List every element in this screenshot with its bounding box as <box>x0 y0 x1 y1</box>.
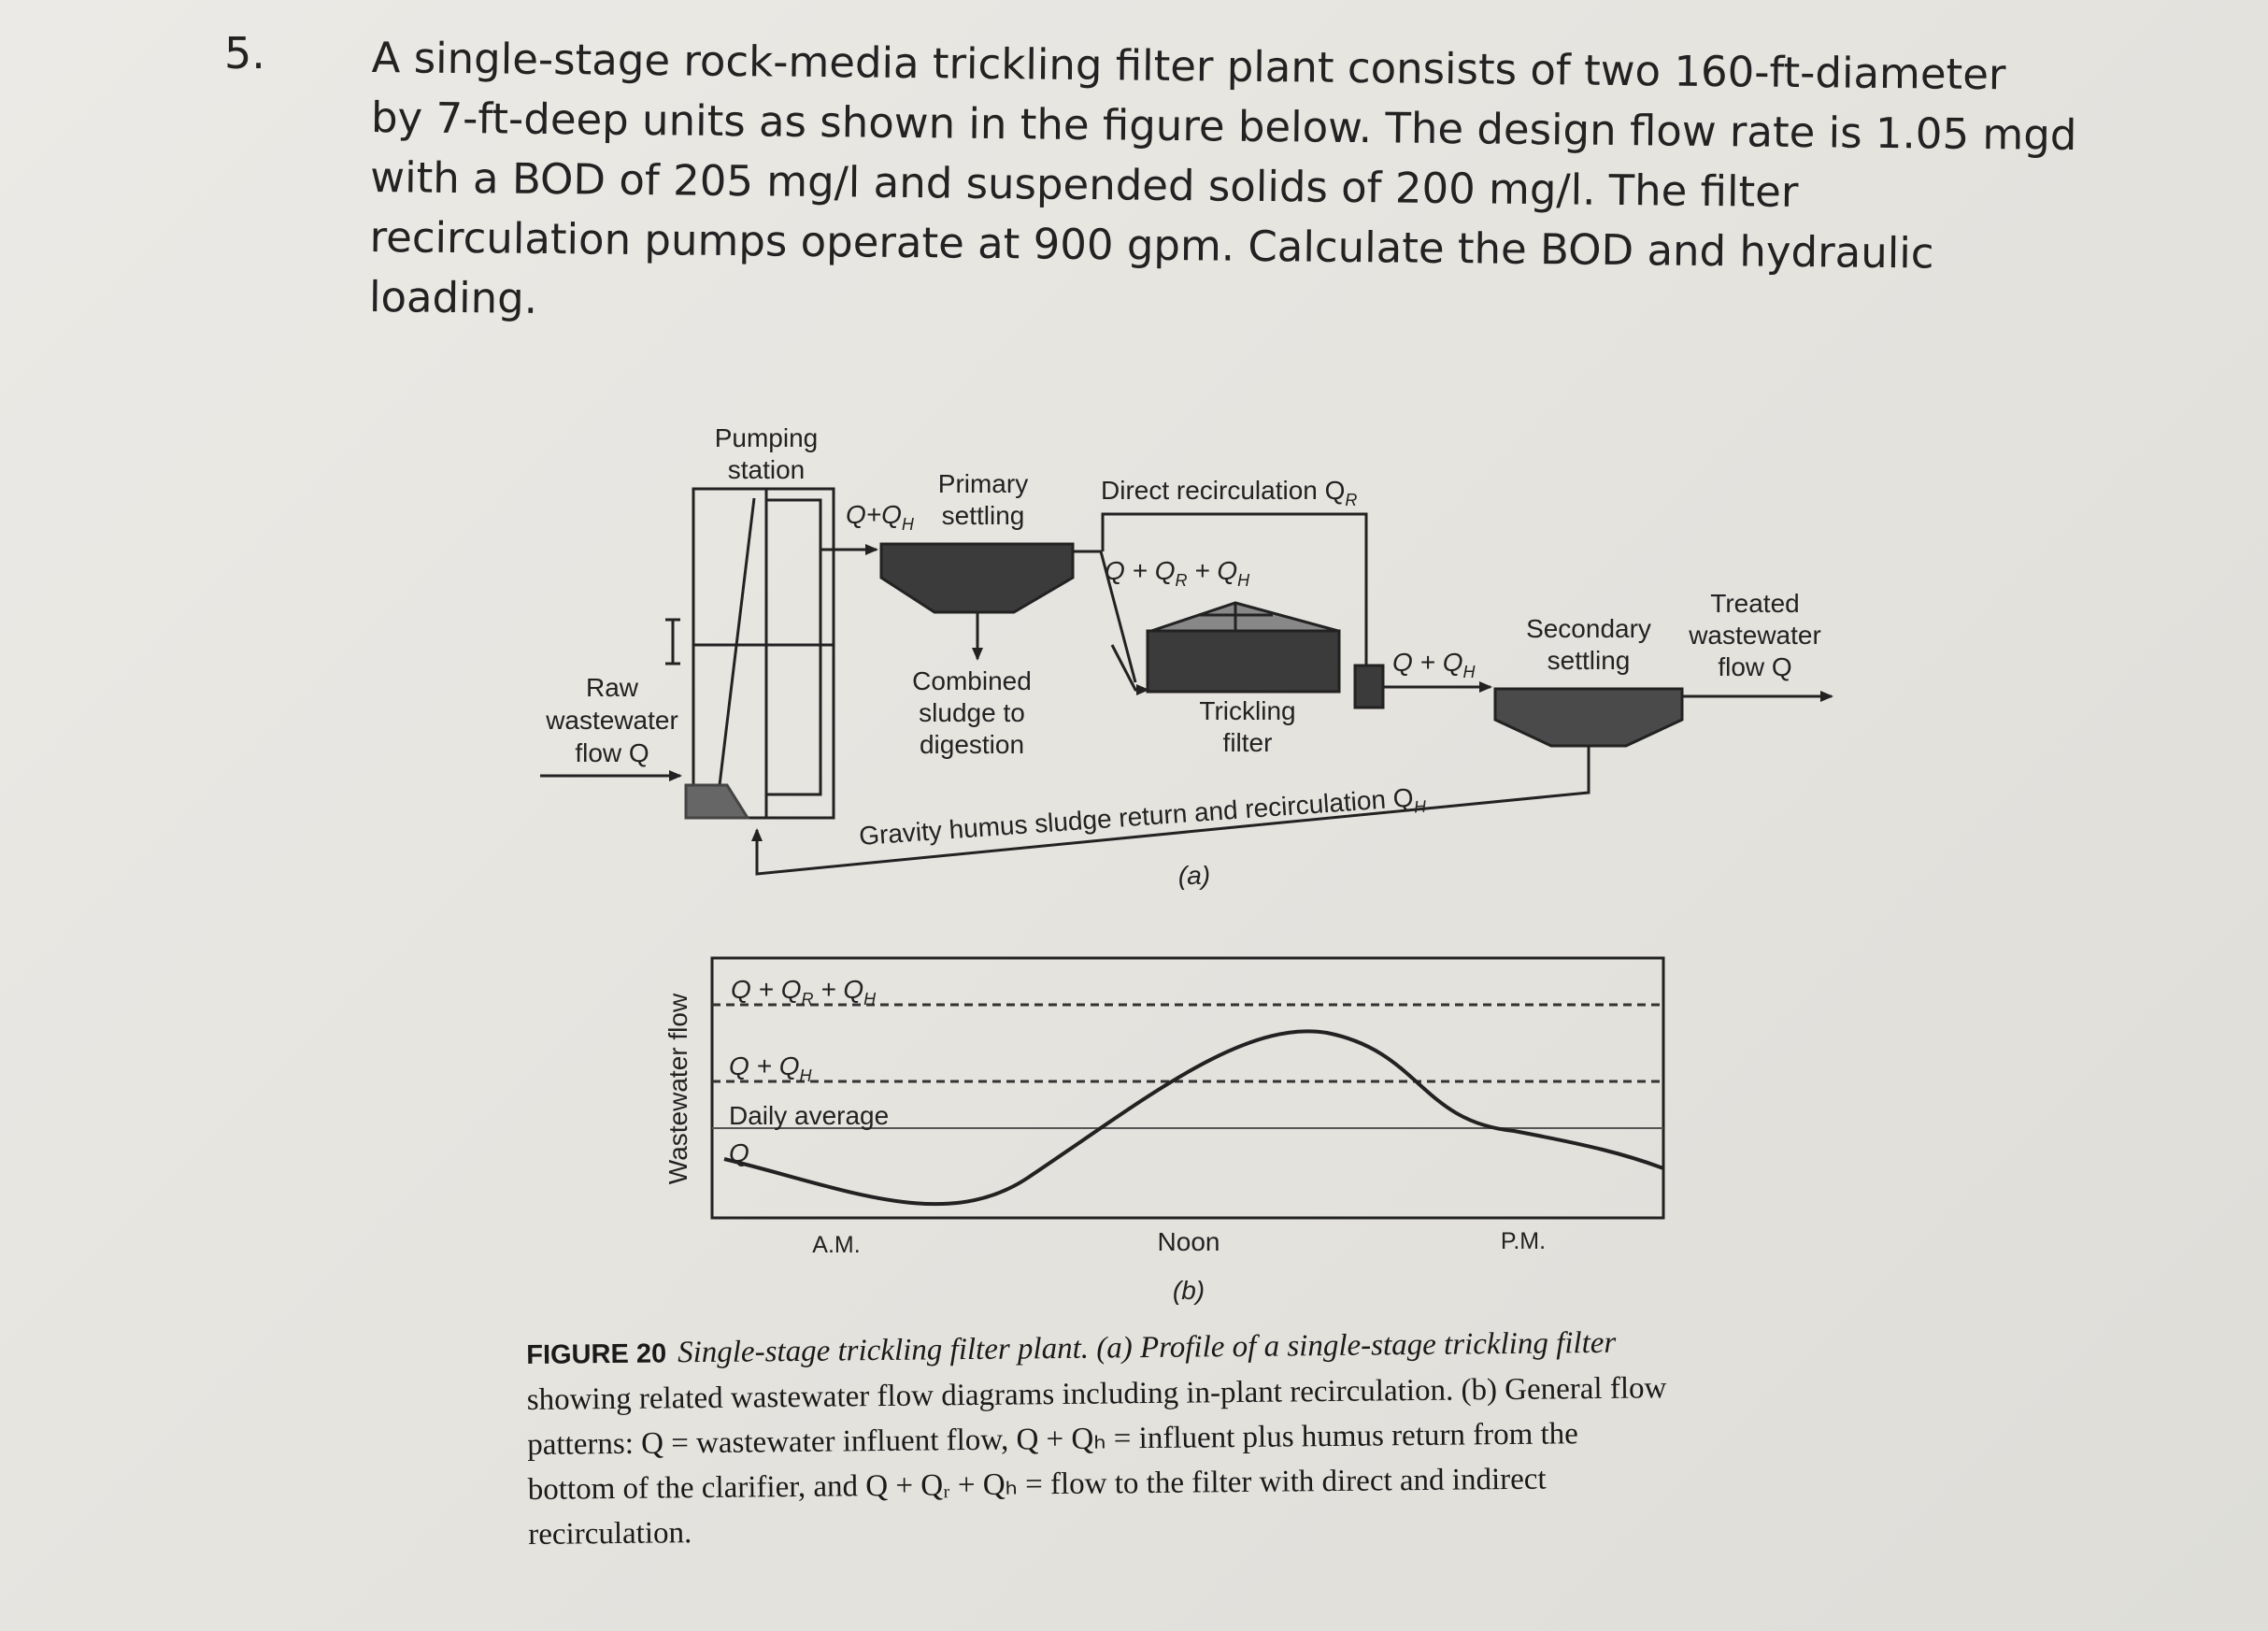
pumping-station-box <box>693 489 834 818</box>
raw-wastewater-label: flow Q <box>575 738 649 767</box>
figure-caption <box>526 1319 1780 1557</box>
q-qh-right-label: $Q + Q_H$ <box>1392 648 1476 681</box>
x-tick-pm: P.M. <box>1500 1228 1547 1254</box>
q-chart-label: Q <box>729 1138 749 1167</box>
trickling-filter <box>1148 631 1339 692</box>
y-axis-label: Wastewater flow <box>663 993 692 1185</box>
x-tick-am: A.M. <box>812 1232 861 1258</box>
primary-settling-label: Primary <box>937 469 1029 498</box>
problem-line: A single-stage rock-media trickling filter plant consists of two 160-ft-diameter <box>371 32 2006 100</box>
figure-label: FIGURE 20 <box>526 1338 667 1370</box>
pumping-station-label: station <box>727 455 806 484</box>
diagram-b-label: (b) <box>1172 1276 1205 1305</box>
combined-sludge-label: sludge to <box>919 698 1025 727</box>
combined-sludge-label: Combined <box>912 666 1032 695</box>
caption-line: showing related wastewater flow diagrams including in-plant recirculation. (b) General flow <box>526 1371 1667 1417</box>
trickling-filter-label: filter <box>1222 728 1273 757</box>
secondary-settling-label: Secondary <box>1526 614 1651 643</box>
q-qh-label: $Q+Q_H$ <box>846 500 914 534</box>
direct-recirculation-label: Direct recirculation $Q_R$ <box>1101 476 1358 509</box>
q-qr-qh-chart-label: $Q + Q_R + Q_H$ <box>731 975 877 1009</box>
problem-number: 5. <box>224 28 265 79</box>
problem-line: by 7-ft-deep units as shown in the figure below. The design flow rate is 1.05 mgd <box>370 92 2077 161</box>
daily-average-label: Daily average <box>729 1101 890 1130</box>
x-tick-noon: Noon <box>1157 1227 1220 1256</box>
secondary-settling-tank <box>1495 689 1682 746</box>
combined-sludge-label: digestion <box>919 730 1025 759</box>
caption-line: bottom of the clarifier, and Q + Qᵣ + Qₕ = flow to the filter with direct and indirect <box>527 1462 1547 1507</box>
raw-wastewater-label: wastewater <box>546 706 678 735</box>
raw-wastewater-label: Raw <box>585 673 639 702</box>
treated-wastewater-label: flow Q <box>1718 652 1792 681</box>
q-qr-qh-label: $Q + Q_R + Q_H$ <box>1105 556 1250 590</box>
problem-line: loading. <box>368 271 538 323</box>
primary-settling-label: settling <box>941 501 1025 530</box>
trickling-filter-label: Trickling <box>1199 696 1296 725</box>
caption-line: recirculation. <box>528 1516 692 1552</box>
treated-wastewater-label: Treated <box>1710 589 1800 618</box>
problem-line: recirculation pumps operate at 900 gpm. Calculate the BOD and hydraulic <box>369 211 1934 279</box>
problem-line: with a BOD of 205 mg/l and suspended solids of 200 mg/l. The filter <box>370 151 1799 217</box>
recirculation-pump <box>1355 665 1383 708</box>
pumping-station-label: Pumping <box>714 423 819 452</box>
treated-wastewater-label: wastewater <box>1689 621 1821 650</box>
flow-chart-b <box>663 958 1663 1305</box>
caption-line: patterns: Q = wastewater influent flow, Q + Qₕ = influent plus humus return from the <box>527 1417 1579 1462</box>
caption-line: Single-stage trickling filter plant. (a) Profile of a single-stage trickling filter <box>677 1325 1617 1370</box>
gravity-return-label: Gravity humus sludge return and recirculation $Q_H$ <box>858 782 1427 851</box>
primary-settling-tank <box>881 544 1073 612</box>
wet-well <box>686 785 748 818</box>
screw-pump <box>720 498 754 785</box>
secondary-settling-label: settling <box>1547 646 1631 675</box>
q-qh-chart-label: $Q + Q_H$ <box>729 1052 812 1085</box>
diagram-a-label: (a) <box>1177 861 1211 890</box>
